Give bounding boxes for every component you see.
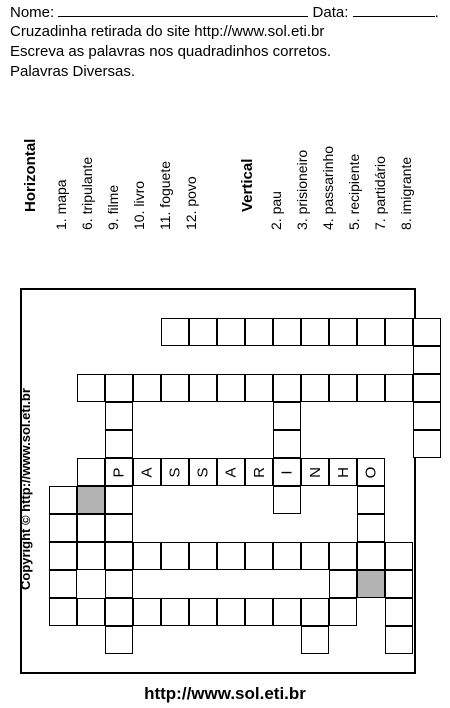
grid-cell[interactable] — [301, 626, 329, 654]
grid-cell[interactable] — [105, 598, 133, 626]
grid-cell[interactable] — [329, 598, 357, 626]
vertical-clue: 7. partidário — [372, 156, 388, 230]
grid-cell[interactable] — [301, 542, 329, 570]
grid-cell[interactable] — [413, 374, 441, 402]
grid-cell[interactable] — [273, 458, 301, 486]
cell-letter: S — [194, 466, 212, 478]
grid-cell[interactable] — [217, 458, 245, 486]
grid-cell[interactable] — [161, 542, 189, 570]
grid-cell[interactable] — [105, 542, 133, 570]
grid-cell[interactable] — [273, 486, 301, 514]
grid-cell[interactable] — [357, 514, 385, 542]
vertical-clue: 3. prisioneiro — [294, 149, 310, 230]
grid-cell[interactable] — [105, 402, 133, 430]
grid-cell[interactable] — [105, 514, 133, 542]
footer-url: http://www.sol.eti.br — [144, 684, 306, 703]
grid-cell[interactable] — [133, 542, 161, 570]
grid-cell[interactable] — [77, 598, 105, 626]
grid-cell[interactable] — [245, 542, 273, 570]
grid-cell[interactable] — [245, 318, 273, 346]
grid-cell[interactable] — [217, 374, 245, 402]
grid-cell[interactable] — [357, 542, 385, 570]
copyright-text: Copyright © http://www.sol.eti.br — [18, 388, 33, 590]
horizontal-clue: 11. foguete — [157, 160, 173, 230]
grid-cell[interactable] — [329, 542, 357, 570]
vertical-clue: 4. passarinho — [320, 145, 336, 230]
grid-cell[interactable] — [77, 458, 105, 486]
horizontal-clue: 12. povo — [183, 176, 199, 230]
grid-cell[interactable] — [357, 486, 385, 514]
grid-cell[interactable] — [357, 374, 385, 402]
grid-cell[interactable] — [217, 542, 245, 570]
grid-cell[interactable] — [413, 402, 441, 430]
cell-letter: S — [166, 466, 184, 478]
grid-cell[interactable] — [385, 542, 413, 570]
grid-cell[interactable] — [105, 486, 133, 514]
grid-cell[interactable] — [105, 626, 133, 654]
grid-cell[interactable] — [161, 598, 189, 626]
grid-cell[interactable] — [273, 542, 301, 570]
grid-cell[interactable] — [49, 598, 77, 626]
horizontal-clue: 6. tripulante — [79, 156, 95, 230]
grid-cell[interactable] — [133, 374, 161, 402]
grid-cell[interactable] — [217, 318, 245, 346]
grid-cell[interactable] — [385, 374, 413, 402]
grid-cell[interactable] — [189, 598, 217, 626]
grid-cell[interactable] — [329, 458, 357, 486]
grid-cell[interactable] — [357, 318, 385, 346]
grid-cell[interactable] — [217, 598, 245, 626]
grid-cell[interactable] — [273, 430, 301, 458]
grid-cell[interactable] — [413, 318, 441, 346]
grid-cell[interactable] — [161, 318, 189, 346]
vertical-clue: 5. recipiente — [346, 153, 362, 230]
grid-cell[interactable] — [385, 598, 413, 626]
grid-cell[interactable] — [273, 374, 301, 402]
grid-cell[interactable] — [301, 458, 329, 486]
date-label: Data: — [312, 4, 349, 21]
grid-cell[interactable] — [77, 374, 105, 402]
vertical-clue: 2. pau — [268, 191, 284, 230]
grid-cell[interactable] — [105, 430, 133, 458]
grid-cell[interactable] — [105, 570, 133, 598]
grid-cell[interactable] — [245, 458, 273, 486]
grid-cell[interactable] — [245, 598, 273, 626]
grid-cell[interactable] — [49, 486, 77, 514]
clue-lists — [0, 0, 450, 230]
grid-cell[interactable] — [161, 458, 189, 486]
grid-cell[interactable] — [413, 430, 441, 458]
grid-cell[interactable] — [189, 318, 217, 346]
grid-cell[interactable] — [133, 458, 161, 486]
horizontal-title: Horizontal — [22, 138, 39, 212]
cell-letter: N — [306, 466, 324, 478]
grid-cell[interactable] — [49, 542, 77, 570]
grid-cell[interactable] — [133, 598, 161, 626]
cell-letter: O — [362, 466, 380, 478]
grid-cell[interactable] — [273, 318, 301, 346]
horizontal-clue: 1. mapa — [53, 179, 69, 230]
grid-cell[interactable] — [189, 458, 217, 486]
grid-cell[interactable] — [385, 318, 413, 346]
vertical-clue: 8. imigrante — [398, 156, 414, 230]
grid-cell[interactable] — [329, 318, 357, 346]
cell-letter: A — [222, 466, 240, 478]
grid-cell[interactable] — [245, 374, 273, 402]
grid-cell[interactable] — [49, 514, 77, 542]
grid-cell[interactable] — [189, 542, 217, 570]
grid-cell[interactable] — [77, 514, 105, 542]
shaded-cell[interactable] — [357, 570, 385, 598]
grid-cell[interactable] — [161, 374, 189, 402]
grid-cell[interactable] — [301, 598, 329, 626]
grid-cell[interactable] — [105, 458, 133, 486]
vertical-title: Vertical — [239, 158, 256, 212]
grid-cell[interactable] — [49, 570, 77, 598]
cell-letter: R — [250, 466, 268, 478]
intro-line-1: Cruzadinha retirada do site http://www.sol.eti.br — [10, 23, 325, 40]
grid-cell[interactable] — [413, 346, 441, 374]
grid-cell[interactable] — [105, 374, 133, 402]
grid-cell[interactable] — [301, 318, 329, 346]
grid-cell[interactable] — [357, 458, 385, 486]
name-label: Nome: — [10, 4, 55, 21]
horizontal-clue: 10. livro — [131, 180, 147, 230]
grid-cell[interactable] — [301, 374, 329, 402]
grid-cell[interactable] — [273, 402, 301, 430]
name-date-line: Nome: Data: . — [10, 4, 439, 21]
grid-cell[interactable] — [273, 598, 301, 626]
grid-cell[interactable] — [77, 542, 105, 570]
grid-cell[interactable] — [385, 626, 413, 654]
cell-letter: I — [278, 469, 296, 475]
shaded-cell[interactable] — [77, 486, 105, 514]
intro-line-2: Escreva as palavras nos quadradinhos corretos. — [10, 43, 332, 60]
grid-cell[interactable] — [329, 570, 357, 598]
cell-letter: H — [334, 466, 352, 478]
grid-cell[interactable] — [189, 374, 217, 402]
grid-cell[interactable] — [385, 570, 413, 598]
cell-letter: P — [110, 466, 128, 478]
intro-line-3: Palavras Diversas. — [10, 63, 136, 80]
horizontal-clue: 9. filme — [105, 184, 121, 230]
grid-cell[interactable] — [329, 374, 357, 402]
cell-letter: A — [138, 466, 156, 478]
